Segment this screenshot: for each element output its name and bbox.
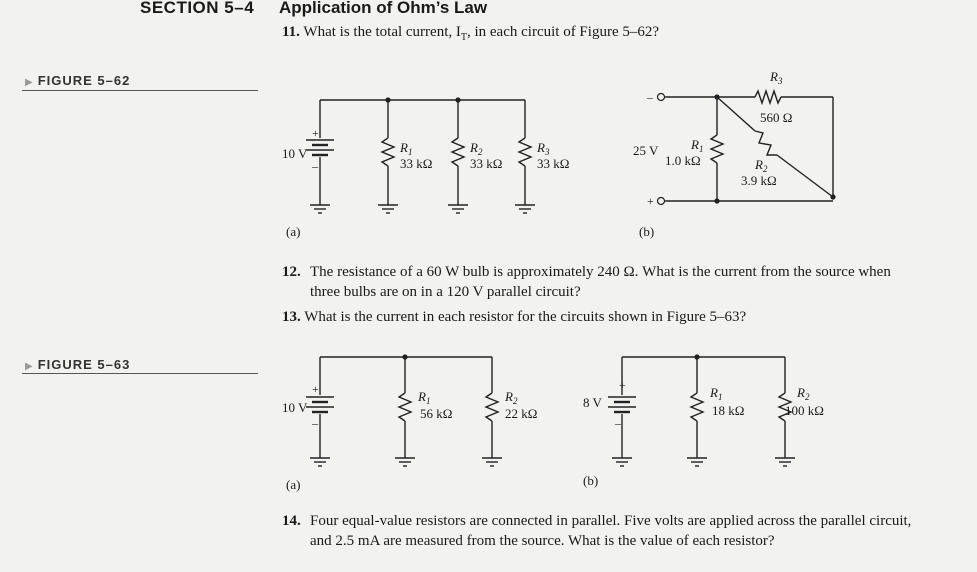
figure-63-rule (22, 373, 258, 374)
question-14 (282, 511, 922, 551)
r2-name: $R_2$ (755, 157, 768, 174)
r1-name: $R_1$ (400, 140, 413, 157)
question-text: What is the total current, I (303, 24, 461, 40)
figure-62a-circuit (270, 90, 600, 240)
pointer-icon: ▶ (25, 77, 34, 88)
section-title: Application of Ohm’s Law (279, 0, 488, 17)
figure-63-label-text: FIGURE 5–63 (37, 357, 131, 372)
question-11 (282, 22, 962, 48)
figure-62-label-text: FIGURE 5–62 (37, 73, 131, 88)
r1-value: 1.0 kΩ (665, 153, 701, 168)
r1-value: 56 kΩ (420, 406, 453, 421)
source-voltage: 8 V (583, 395, 602, 410)
r3-value: 560 Ω (760, 110, 793, 125)
section-label: SECTION 5–4 (140, 0, 255, 17)
minus-sign: – (615, 416, 621, 430)
plus-sign: + (647, 194, 654, 208)
figure-62b-circuit (625, 65, 865, 240)
pointer-icon: ▶ (25, 361, 34, 372)
figure-tag-a: (a) (286, 477, 301, 492)
question-text: What is the current in each resistor for the circuits shown in Figure 5–63? (304, 309, 747, 325)
question-subscript: T (460, 32, 467, 43)
r3-name: $R_3$ (537, 140, 550, 157)
plus-sign: + (312, 126, 319, 140)
figure-63a-circuit (270, 345, 560, 495)
r2-name: $R_2$ (797, 385, 810, 402)
minus-sign: – (647, 90, 653, 104)
source-voltage: 25 V (633, 143, 659, 158)
r1-name: $R_1$ (710, 385, 723, 402)
question-text: The resistance of a 60 W bulb is approximately 240 Ω. What is the current from the source when three bulbs are on in a 120 V parallel circuit? (310, 264, 891, 300)
r2-name: $R_2$ (505, 389, 518, 406)
r1-name: $R_1$ (418, 389, 431, 406)
minus-sign: – (312, 416, 318, 430)
question-13 (282, 307, 902, 327)
r2-value: 3.9 kΩ (741, 173, 777, 188)
question-12 (282, 262, 902, 302)
question-number: 11. (282, 24, 300, 40)
r2-value: 22 kΩ (505, 406, 538, 421)
plus-sign: + (619, 378, 626, 392)
r1-name: $R_1$ (691, 137, 704, 154)
r2-value: 33 kΩ (470, 156, 503, 171)
r1-value: 18 kΩ (712, 403, 745, 418)
r3-value: 33 kΩ (537, 156, 570, 171)
r2-value: 100 kΩ (785, 403, 824, 418)
question-text: Four equal-value resistors are connected in parallel. Five volts are applied across the parallel circuit, and 2.5 mA are measured from the source. What is the value of each resistor? (310, 513, 912, 549)
figure-tag-b: (b) (639, 224, 655, 239)
source-voltage: 10 V (282, 400, 308, 415)
source-voltage: 10 V (282, 146, 308, 161)
figure-63b-circuit (575, 345, 845, 495)
question-number: 13. (282, 309, 301, 325)
minus-sign: – (312, 159, 318, 173)
figure-63-label (25, 357, 130, 372)
question-text-cont: , in each circuit of Figure 5–62? (466, 24, 660, 40)
question-number: 14. (282, 513, 301, 529)
r3-name: $R_3$ (770, 69, 783, 86)
question-number: 12. (282, 264, 301, 280)
figure-62-label (25, 73, 130, 88)
plus-sign: + (312, 382, 319, 396)
figure-tag-b: (b) (583, 473, 599, 488)
r1-value: 33 kΩ (400, 156, 433, 171)
figure-tag-a: (a) (286, 224, 301, 239)
figure-62-rule (22, 90, 258, 91)
r2-name: $R_2$ (470, 140, 483, 157)
